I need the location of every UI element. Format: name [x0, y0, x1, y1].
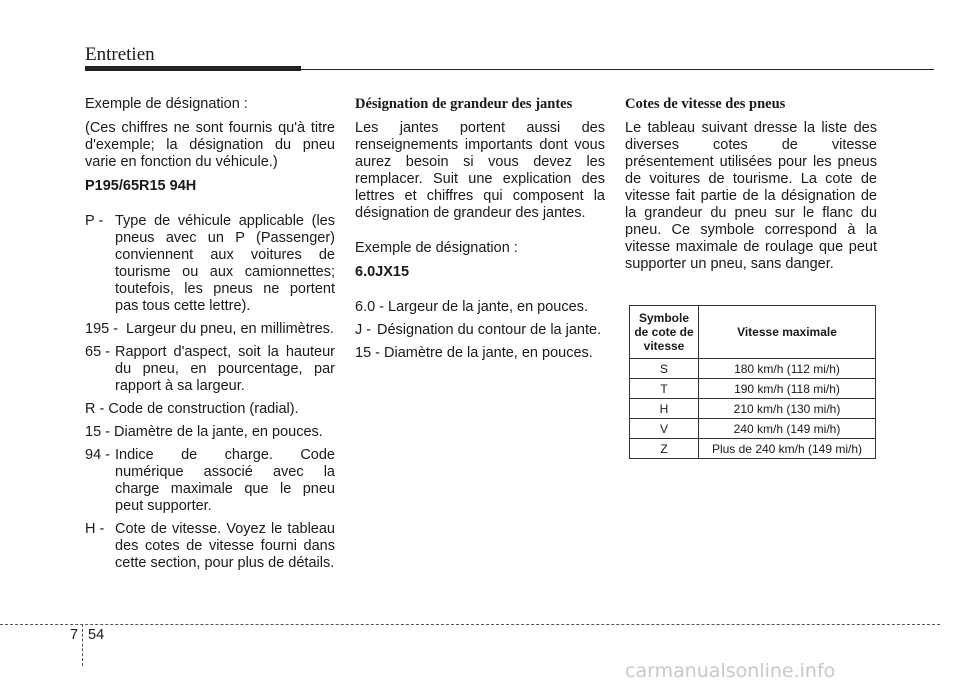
definition-item [85, 213, 335, 315]
header-rule-thick [85, 66, 301, 71]
table-header-symbol: Symbole de cote de vitesse [630, 306, 699, 359]
definition-term: 6.0 - [355, 299, 385, 315]
definition-item [85, 447, 335, 515]
example-label: Exemple de désignation : [355, 240, 518, 256]
table-header-max-speed: Vitesse maximale [699, 306, 876, 359]
definition-item [85, 521, 335, 572]
definition-term: H - [85, 521, 105, 537]
footer-rule [0, 624, 940, 625]
definition-text: Diamètre de la jante, en pouces. [114, 424, 323, 440]
definition-term: P - [85, 213, 104, 229]
table-cell-speed: 180 km/h (112 mi/h) [699, 359, 876, 379]
page-number: 54 [88, 627, 105, 643]
table-cell-symbol: H [630, 399, 699, 419]
table-header-row [630, 306, 876, 359]
table-cell-speed: 210 km/h (130 mi/h) [699, 399, 876, 419]
definition-text: Rapport d'aspect, soit la hauteur du pneu, en pourcentage, par rapport à sa largeur. [115, 344, 335, 394]
definition-text: Indice de charge. Code numérique associé avec la charge maximale que le pneu peut supporter. [115, 447, 335, 514]
definition-text: Cote de vitesse. Voyez le tableau des cotes de vitesse fourni dans cette section, pour plus de détails. [115, 521, 335, 571]
definition-term: 94 - [85, 447, 110, 463]
table-cell-symbol: V [630, 419, 699, 439]
table-cell-speed: Plus de 240 km/h (149 mi/h) [699, 439, 876, 459]
definition-term: J - [355, 322, 372, 338]
example-label: Exemple de désignation : [85, 96, 248, 112]
section-intro: Le tableau suivant dresse la liste des diverses cotes de vitesse présentement utilisées pour les pneus de voitures de tourisme. La cote de vitesse fait partie de la désignation de la grandeur du pneu sur le flanc du pneu. Ce symbole correspond à la vitesse maximale de roulage que peut supporter un pneu, sans danger. [625, 120, 877, 272]
section-heading: Cotes de vitesse des pneus [625, 96, 786, 112]
definition-item [85, 344, 335, 395]
definition-term: 15 - [85, 424, 110, 440]
watermark: carmanualsonline.info [625, 660, 836, 682]
definition-text: Largeur du pneu, en millimètres. [126, 321, 334, 337]
section-intro: Les jantes portent aussi des renseignements importants dont vous aurez besoin si vous devez les remplacer. Suit une explication des lettres et chiffres qui composent la désignation de grandeur des jantes. [355, 120, 605, 221]
definition-term: 195 - [85, 321, 119, 337]
tire-code: P195/65R15 94H [85, 178, 197, 194]
table-cell-symbol: Z [630, 439, 699, 459]
table-row [630, 439, 876, 459]
definition-item [355, 345, 605, 362]
table-cell-symbol: S [630, 359, 699, 379]
table-cell-speed: 190 km/h (118 mi/h) [699, 379, 876, 399]
footer-divider [82, 624, 83, 666]
column-tire-designation [85, 96, 335, 578]
definition-item [355, 322, 605, 339]
section-heading: Désignation de grandeur des jantes [355, 96, 573, 112]
definition-text: Désignation du contour de la jante. [377, 322, 602, 338]
table-row [630, 399, 876, 419]
chapter-number: 7 [70, 627, 79, 643]
definition-text: Largeur de la jante, en pouces. [388, 299, 588, 315]
header-rule-thin [301, 69, 934, 70]
table-cell-speed: 240 km/h (149 mi/h) [699, 419, 876, 439]
example-note: (Ces chiffres ne sont fournis qu'à titre d'exemple; la désignation du pneu varie en fonction du véhicule.) [85, 120, 335, 170]
definition-item [85, 321, 335, 338]
definition-item [85, 424, 335, 441]
definition-item [355, 299, 605, 316]
column-speed-ratings [625, 96, 877, 280]
definition-text: Code de construction (radial). [108, 401, 299, 417]
column-rim-designation [355, 96, 605, 368]
definition-text: Diamètre de la jante, en pouces. [384, 345, 593, 361]
definition-term: 15 - [355, 345, 380, 361]
page-header-title: Entretien [85, 44, 155, 65]
definition-text: Type de véhicule applicable (les pneus avec un P (Passenger) conviennent aux voitures de tourisme ou aux camionnettes; toutefois, les pneus ne portent pas tous cette lettre). [115, 213, 335, 314]
speed-rating-table [629, 305, 876, 459]
rim-code: 6.0JX15 [355, 264, 410, 280]
definition-item [85, 401, 335, 418]
table-row [630, 379, 876, 399]
definition-term: R - [85, 401, 105, 417]
definition-term: 65 - [85, 344, 110, 360]
table-cell-symbol: T [630, 379, 699, 399]
table-row [630, 359, 876, 379]
table-row [630, 419, 876, 439]
